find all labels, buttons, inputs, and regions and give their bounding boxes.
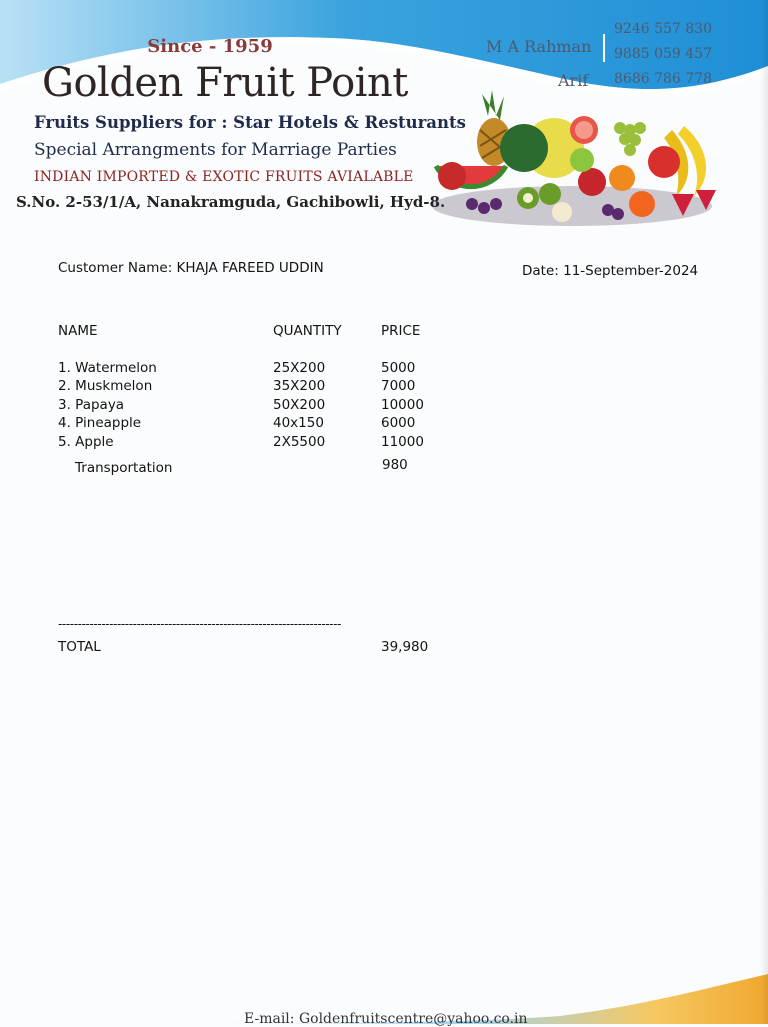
item-price: 6000 xyxy=(381,415,416,431)
total-divider: ------------------------------------------------------------------------ xyxy=(58,617,341,631)
item-price: 11000 xyxy=(381,434,424,450)
contact-phone-1: 9246 557 830 xyxy=(614,21,712,37)
contact-phone-3: 8686 786 778 xyxy=(614,71,712,87)
page-edge-shadow xyxy=(760,0,768,1024)
contact-divider xyxy=(603,34,605,62)
column-header-name: NAME xyxy=(58,323,98,339)
fruit-basket-image xyxy=(432,86,722,232)
since-year: Since - 1959 xyxy=(147,36,273,57)
transportation-price: 980 xyxy=(382,457,408,473)
item-quantity: 2X5500 xyxy=(273,434,326,450)
contact-name-arif: Arif xyxy=(558,71,589,90)
column-header-price: PRICE xyxy=(381,323,421,339)
shop-name: Golden Fruit Point xyxy=(42,60,408,106)
item-quantity: 40x150 xyxy=(273,415,324,431)
footer-email: E-mail: Goldenfruitscentre@yahoo.co.in xyxy=(244,1011,528,1027)
item-quantity: 25X200 xyxy=(273,360,326,376)
transportation-label: Transportation xyxy=(75,460,173,476)
customer-name: Customer Name: KHAJA FAREED UDDIN xyxy=(58,260,324,276)
shop-address: S.No. 2-53/1/A, Nanakramguda, Gachibowli, Hyd-8. xyxy=(16,193,446,211)
item-quantity: 50X200 xyxy=(273,397,326,413)
item-quantity: 35X200 xyxy=(273,378,326,394)
tagline-arrangements: Special Arrangments for Marriage Parties xyxy=(34,140,397,160)
item-price: 7000 xyxy=(381,378,416,394)
item-price: 10000 xyxy=(381,397,424,413)
item-name: 3. Papaya xyxy=(58,397,125,413)
bill-date: Date: 11-September-2024 xyxy=(522,263,699,279)
item-name: 4. Pineapple xyxy=(58,415,142,431)
item-name: 2. Muskmelon xyxy=(58,378,153,394)
contact-phone-2: 9885 059 457 xyxy=(614,46,712,62)
total-value: 39,980 xyxy=(381,639,429,655)
total-label: TOTAL xyxy=(58,639,101,655)
tagline-suppliers: Fruits Suppliers for : Star Hotels & Resturants xyxy=(34,113,466,132)
contact-name-rahman: M A Rahman xyxy=(486,37,592,56)
item-name: 1. Watermelon xyxy=(58,360,157,376)
tagline-imported: INDIAN IMPORTED & EXOTIC FRUITS AVIALABLE xyxy=(34,169,414,185)
item-price: 5000 xyxy=(381,360,416,376)
item-name: 5. Apple xyxy=(58,434,114,450)
column-header-quantity: QUANTITY xyxy=(273,323,342,339)
